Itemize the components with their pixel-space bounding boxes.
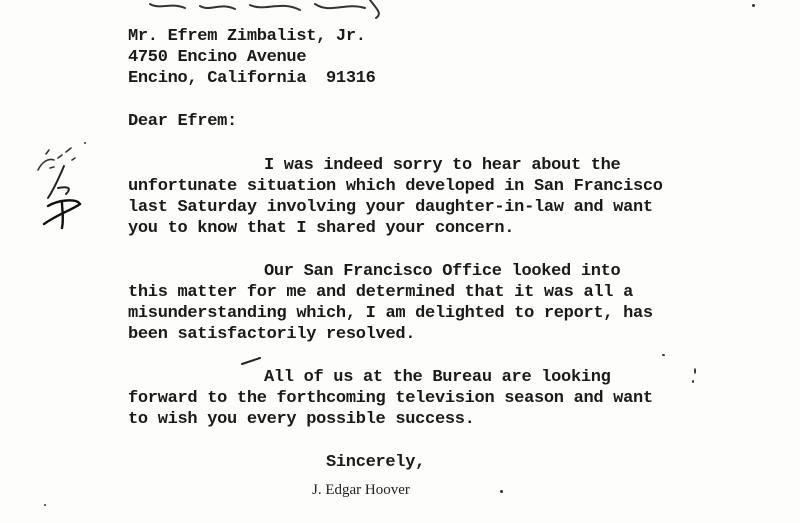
paragraph3-line-1: All of us at the Bureau are looking [264,368,611,387]
pen-mark [240,356,264,366]
address-line-2: 4750 Encino Avenue [128,48,307,67]
address-line-3: Encino, California 91316 [128,69,376,88]
speck [662,354,665,356]
speck [500,490,503,493]
paragraph2-line-4: been satisfactorily resolved. [128,325,416,344]
paragraph1-line-4: you to know that I shared your concern. [128,219,515,238]
speck [84,142,86,144]
closing: Sincerely, [326,453,426,472]
paragraph1-line-3: last Saturday involving your daughter-in-law and want [128,198,653,217]
address-line-1: Mr. Efrem Zimbalist, Jr. [128,27,366,46]
paragraph2-line-2: this matter for me and determined that it was all a [128,283,633,302]
handwritten-scrawl-top [140,0,400,20]
paragraph1-line-2: unfortunate situation which developed in San Francisco [128,177,663,196]
paragraph3-line-2: forward to the forthcoming television season and want [128,389,653,408]
paragraph1-line-1: I was indeed sorry to hear about the [264,156,621,175]
salutation: Dear Efrem: [128,112,237,131]
speck [692,380,694,383]
speck [752,4,755,7]
paragraph2-line-1: Our San Francisco Office looked into [264,262,621,281]
speck [694,368,696,374]
margin-handwritten-notes [28,140,98,235]
speck [44,504,46,506]
paragraph3-line-3: to wish you every possible success. [128,410,475,429]
signature: J. Edgar Hoover [312,482,410,498]
paragraph2-line-3: misunderstanding which, I am delighted to report, has [128,304,653,323]
